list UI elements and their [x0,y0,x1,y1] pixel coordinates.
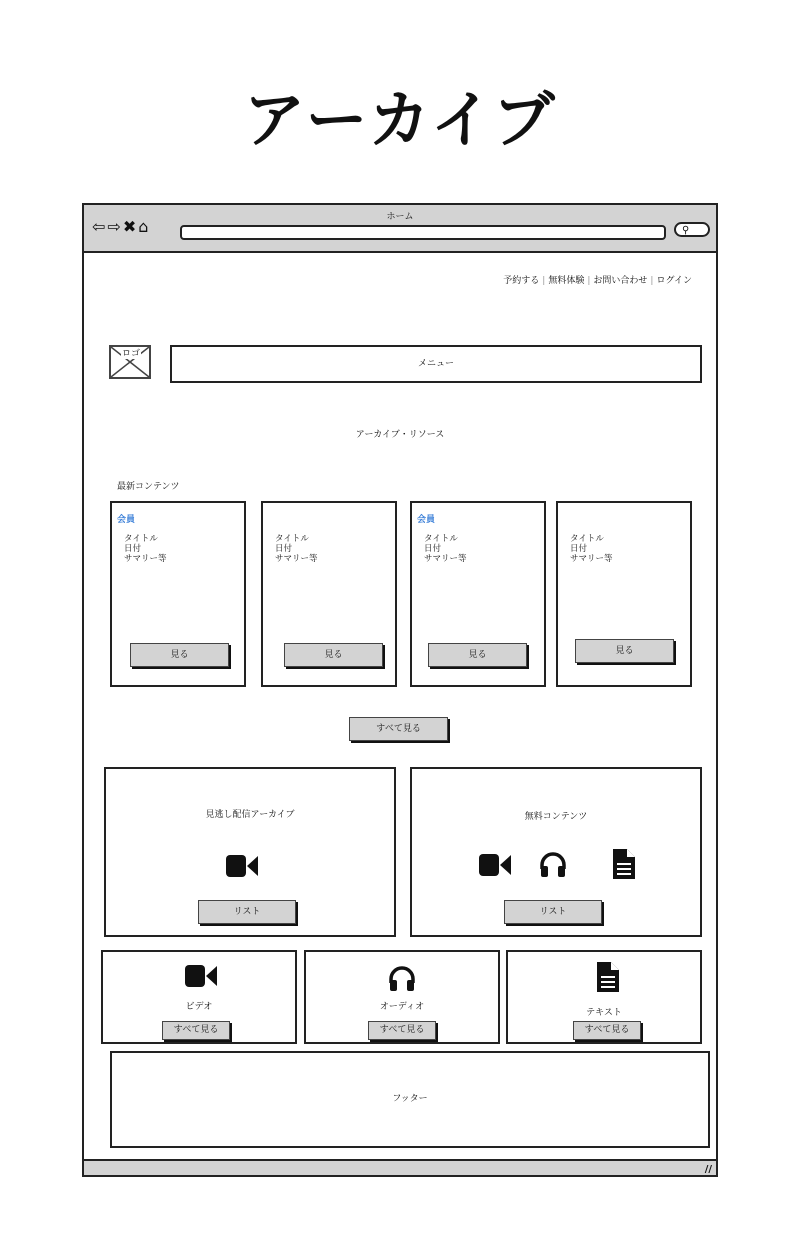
view-button[interactable]: 見る [575,639,674,663]
nav-free-trial-link[interactable]: 無料体験 [548,276,585,286]
browser-nav-icons [92,219,150,235]
view-button[interactable]: 見る [130,643,229,667]
headphones-icon [539,852,567,878]
nav-separator: | [587,276,591,286]
top-nav [503,273,692,286]
see-all-video-button[interactable]: すべて見る [162,1021,230,1040]
card-date: 日付 [124,544,142,554]
document-icon [597,962,619,992]
card-summary: サマリー等 [570,554,613,564]
close-icon[interactable]: ✖ [122,217,139,236]
search-icon[interactable]: ⚲ [674,222,710,237]
content-card [261,501,397,687]
back-arrow-icon[interactable]: ⇦ [92,217,108,236]
section-title: アーカイブ・リソース [355,430,445,440]
nav-contact-link[interactable]: お問い合わせ [593,276,648,286]
browser-window [82,203,718,1177]
card-title: タイトル [570,534,604,544]
menu-bar[interactable]: メニュー [170,345,702,383]
browser-chrome [84,205,716,253]
card-title: タイトル [275,534,309,544]
video-camera-icon [479,854,511,876]
home-icon[interactable]: ⌂ [138,217,151,236]
see-all-button[interactable]: すべて見る [349,717,448,741]
nav-reserve-link[interactable]: 予約する [503,276,540,286]
resize-handle-icon[interactable]: // [704,1164,712,1175]
see-all-audio-button[interactable]: すべて見る [368,1021,436,1040]
logo-label: ロゴ [121,346,141,359]
card-title: タイトル [424,534,458,544]
headphones-icon [388,966,416,992]
address-bar[interactable] [180,225,666,240]
text-box [506,950,702,1044]
media-label: テキスト [586,1008,622,1018]
missed-broadcast-archive-box [104,767,396,937]
content-card [110,501,246,687]
card-date: 日付 [570,544,588,554]
card-date: 日付 [275,544,293,554]
nav-separator: | [650,276,654,286]
media-label: ビデオ [185,1002,213,1012]
box-title: 無料コンテンツ [524,812,588,822]
browser-title: ホーム [386,212,414,222]
view-button[interactable]: 見る [428,643,527,667]
card-date: 日付 [424,544,442,554]
browser-status-bar [84,1159,716,1175]
card-summary: サマリー等 [424,554,467,564]
list-button[interactable]: リスト [198,900,296,924]
media-label: オーディオ [379,1002,425,1012]
video-camera-icon [226,855,258,877]
forward-arrow-icon[interactable]: ⇨ [107,217,123,236]
content-card [410,501,546,687]
nav-login-link[interactable]: ログイン [656,276,692,286]
free-content-box [410,767,702,937]
page-heading: アーカイブ [243,83,557,156]
logo-placeholder[interactable] [109,345,151,379]
video-box [101,950,297,1044]
member-badge: 会員 [117,515,136,525]
member-badge: 会員 [417,515,436,525]
audio-box [304,950,500,1044]
see-all-text-button[interactable]: すべて見る [573,1021,641,1040]
view-button[interactable]: 見る [284,643,383,667]
content-card [556,501,692,687]
document-icon [613,849,635,879]
card-title: タイトル [124,534,158,544]
video-camera-icon [185,965,217,987]
list-button[interactable]: リスト [504,900,602,924]
card-summary: サマリー等 [124,554,167,564]
latest-content-label: 最新コンテンツ [117,482,180,492]
nav-separator: | [542,276,546,286]
footer: フッター [110,1051,710,1148]
card-summary: サマリー等 [275,554,318,564]
box-title: 見逃し配信アーカイブ [205,810,295,820]
